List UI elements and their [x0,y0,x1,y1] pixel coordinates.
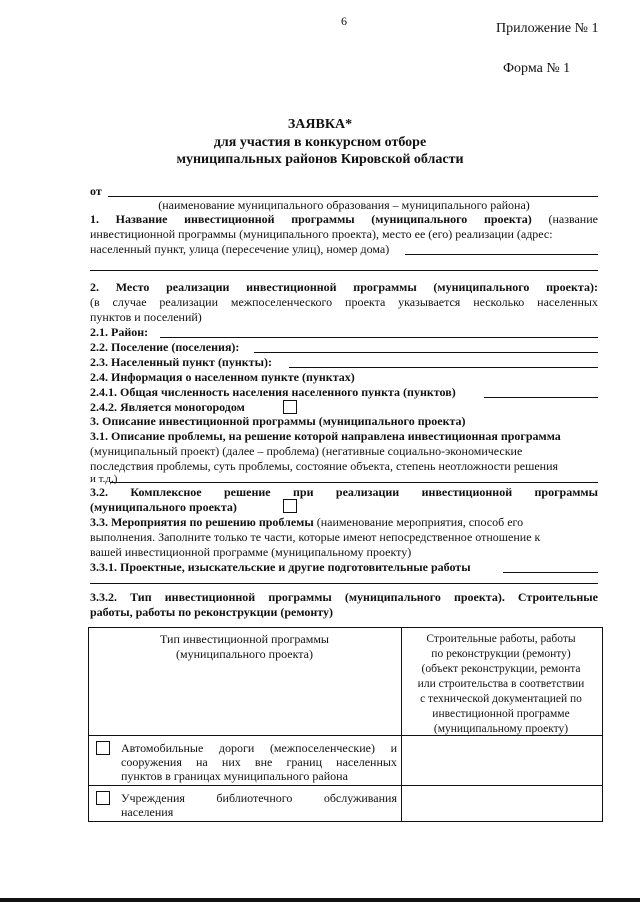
section-3-2-checkbox[interactable] [283,499,297,513]
section-3-3-line3: вашей инвестиционной программе (муниципальному проекту) [90,545,412,559]
table-header-left-1: Тип инвестиционной программы [160,632,329,646]
poselenie-field-line[interactable] [254,352,598,353]
population-field-line[interactable] [484,397,598,398]
section-3-2-line2: (муниципального проекта) [90,500,237,514]
form-label: Форма № 1 [503,61,571,76]
page-number: 6 [341,14,347,28]
section-3-1-line4: и т.д.) [90,473,118,485]
from-caption: (наименование муниципального образования – муниципального района) [158,198,530,212]
section-1-field-line-2[interactable] [90,270,598,271]
section-3-1-line1: 3.1. Описание проблемы, на решение которой направлена инвестиционная программа [90,429,561,443]
info-label: 2.4. Информация о населенном пункте (пунктах) [90,370,355,384]
section-1-line2: инвестиционной программы (муниципального проекта), место ее (его) реализации (адрес: [90,227,553,241]
section-2-line1: 2. Место реализации инвестиционной программы (муниципального проекта): [90,280,598,294]
section-3-3-2-line1: 3.3.2. Тип инвестиционной программы (муниципального проекта). Строительные [90,590,598,604]
punkt-label: 2.3. Населенный пункт (пункты): [90,355,272,369]
from-label: от [90,184,102,198]
title-line2: муниципальных районов Кировской области [176,152,464,167]
poselenie-label: 2.2. Поселение (поселения): [90,340,240,354]
rayon-field-line[interactable] [160,337,598,338]
section-2-line2: (в случае реализации межпоселенческого проекта указывается несколько населенных [90,295,598,309]
section-3-3-1-field-line[interactable] [503,572,598,573]
table-row-divider [88,785,602,786]
section-1-field-line[interactable] [405,254,598,255]
annex-label: Приложение № 1 [496,21,599,36]
section-3-3-1-label: 3.3.1. Проектные, изыскательские и другие подготовительные работы [90,560,471,574]
section-3-3-line2: выполнения. Заполните только те части, которые имеют непосредственное отношение к [90,530,541,544]
section-2-line3: пунктов и поселений) [90,310,202,324]
section-3-1-line2: (муниципальный проект) (далее – проблема) (негативные социально-экономические [90,444,523,458]
punkt-field-line[interactable] [289,367,598,368]
section-3-1-line3: последствия проблемы, суть проблемы, состояние объекта, степень неотложности решения [90,459,559,473]
row-roads-line1: Автомобильные дороги (межпоселенческие) и [121,741,397,755]
section-3-3-2-line2: работы, работы по реконструкции (ремонту) [90,605,334,619]
row-roads-checkbox[interactable] [96,741,110,755]
section-3-3-1-field-line-2[interactable] [90,583,598,584]
table-header-left-2: (муниципального проекта) [176,647,313,661]
section-3-heading: 3. Описание инвестиционной программы (муниципального проекта) [90,414,466,428]
row-library-checkbox[interactable] [96,791,110,805]
monogorod-checkbox[interactable] [283,400,297,414]
section-1-line1: 1. Название инвестиционной программы (муниципального проекта) (название [90,212,598,226]
section-1-line3: населенный пункт, улица (пересечение улиц), номер дома) [90,242,390,256]
scan-edge-bar [0,898,640,902]
rayon-label: 2.1. Район: [90,325,149,339]
row-roads-line3: пунктов в границах муниципального района [121,769,348,783]
table-header-right: Строительные работы, работы по реконструкции (ремонту) (объект реконструкции, ремонта или строительства в соответствии с технической документацией по инвестиционной программе (муниципальному проекту) [417,633,585,735]
title-main: ЗАЯВКА* [287,117,353,132]
population-label: 2.4.1. Общая численность населения населенного пункта (пунктов) [90,385,456,399]
section-3-2-line1: 3.2. Комплексное решение при реализации инвестиционной программы [90,485,598,499]
monogorod-label: 2.4.2. Является моногородом [90,400,245,414]
from-field-line[interactable] [108,196,598,197]
row-library-line1: Учреждения библиотечного обслуживания [121,791,397,805]
section-3-1-field-line[interactable] [110,482,598,483]
row-library-line2: населения [121,805,174,819]
row-roads-line2: сооружения на них вне границ населенных [121,755,397,769]
title-line1: для участия в конкурсном отборе [213,135,427,150]
section-3-3-line1: 3.3. Мероприятия по решению проблемы (наименование мероприятия, способ его [90,515,524,529]
